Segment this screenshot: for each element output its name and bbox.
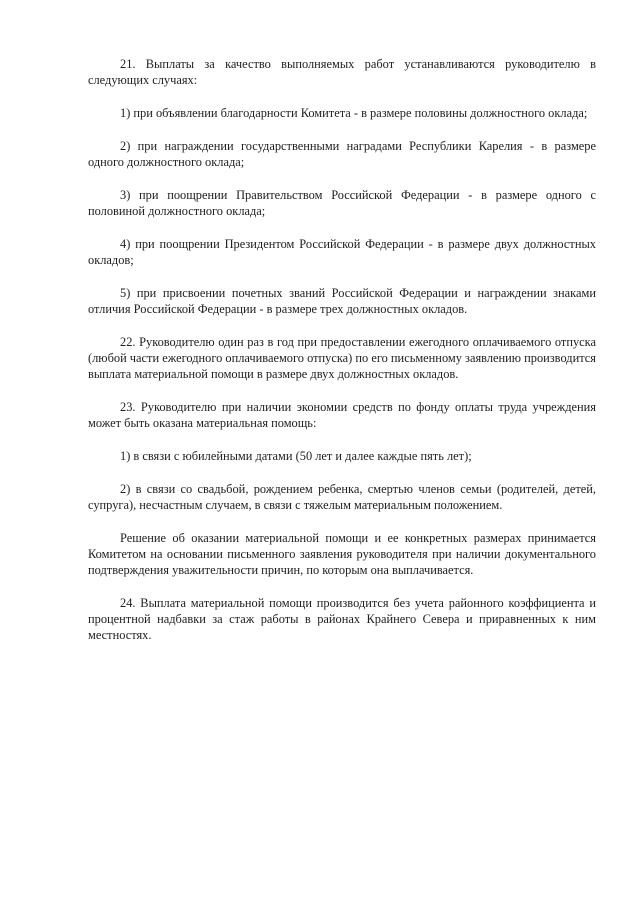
paragraph-21-item-3: 3) при поощрении Правительством Российской Федерации - в размере одного с половиной должностного оклада; xyxy=(88,188,596,218)
paragraph-21: 21. Выплаты за качество выполняемых работ устанавливаются руководителю в следующих случаях: xyxy=(88,57,596,87)
paragraph-21-item-5: 5) при присвоении почетных званий Российской Федерации и награждении знаками отличия Российской Федерации - в размере трех должностных окладов. xyxy=(88,286,596,316)
paragraph-22: 22. Руководителю один раз в год при предоставлении ежегодного оплачиваемого отпуска (любой части ежегодного оплачиваемого отпуска) по его письменному заявлению производится выплата материальной помощи в размере двух должностных окладов. xyxy=(88,335,596,381)
paragraph-21-item-1: 1) при объявлении благодарности Комитета - в размере половины должностного оклада; xyxy=(120,106,588,120)
paragraph-21-item-4: 4) при поощрении Президентом Российской Федерации - в размере двух должностных окладов; xyxy=(88,237,596,267)
paragraph-23-item-1: 1) в связи с юбилейными датами (50 лет и далее каждые пять лет); xyxy=(120,449,472,463)
paragraph-23-item-2: 2) в связи со свадьбой, рождением ребенка, смертью членов семьи (родителей, детей, супруга), несчастным случаем, в связи с тяжелым материальным положением. xyxy=(88,482,596,512)
paragraph-23-decision: Решение об оказании материальной помощи и ее конкретных размерах принимается Комитетом на основании письменного заявления руководителя при наличии документального подтверждения уважительности причин, по которым она выплачивается. xyxy=(88,531,596,577)
paragraph-24: 24. Выплата материальной помощи производится без учета районного коэффициента и процентной надбавки за стаж работы в районах Крайнего Севера и приравненных к ним местностях. xyxy=(88,596,596,642)
document-body xyxy=(88,56,596,660)
paragraph-23: 23. Руководителю при наличии экономии средств по фонду оплаты труда учреждения может быть оказана материальная помощь: xyxy=(88,400,596,430)
paragraph-21-item-2: 2) при награждении государственными наградами Республики Карелия - в размере одного должностного оклада; xyxy=(88,139,596,169)
